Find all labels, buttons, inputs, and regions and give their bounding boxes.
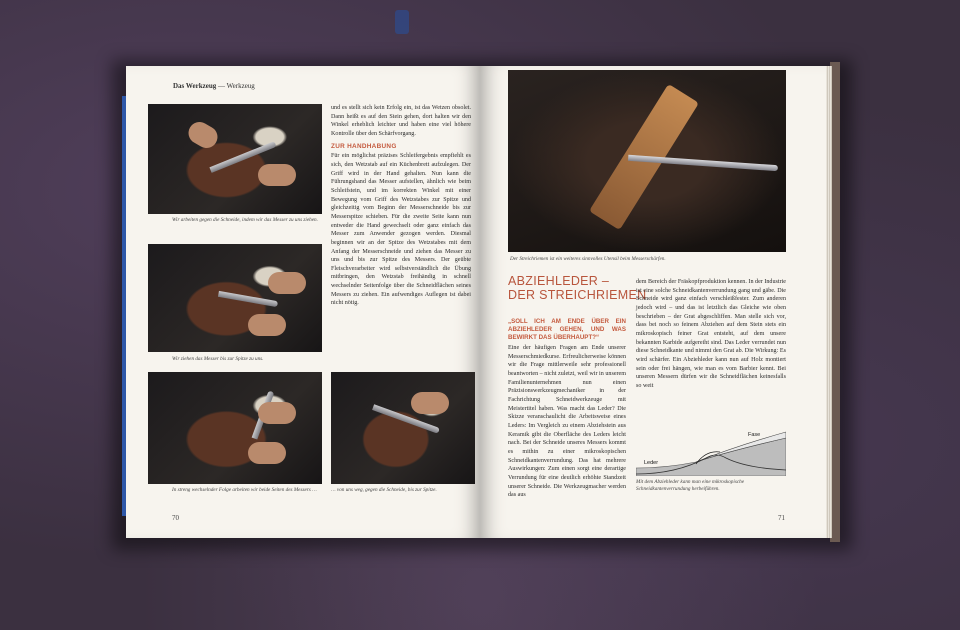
caption-photo-1: Wir arbeiten gegen die Schneide, indem wir das Messer zu uns ziehen. <box>172 217 318 223</box>
caption-strop-photo: Der Streichriemen ist ein weiteres sinnvolles Utensil beim Messerschärfen. <box>510 256 666 262</box>
diagram-svg <box>636 428 786 476</box>
page-edges-right <box>826 66 832 538</box>
right-page <box>480 66 832 538</box>
running-head-section: Werkzeug <box>226 82 255 90</box>
question-heading: „SOLL ICH AM ENDE ÜBER EIN ABZIEHLEDER GEHEN, UND WAS BEWIRKT DAS ÜBERHAUPT?“ <box>508 318 626 341</box>
right-text-column-2 <box>636 278 786 391</box>
photo-sharpening-2 <box>148 244 322 352</box>
section-heading <box>508 274 646 302</box>
section-heading-line-2: DER STREICHRIEMEN <box>508 288 647 302</box>
caption-photo-4: … von uns weg, gegen die Schneide, bis zur Spitze. <box>331 487 437 493</box>
subheading-handhabung: ZUR HANDHABUNG <box>331 142 397 150</box>
photo-sharpening-3 <box>148 372 322 484</box>
edge-rounding-diagram <box>636 428 786 476</box>
left-intro-text: und es stellt sich kein Erfolg ein, ist das Wetzen obsolet. Dann heißt es auf den Stein gehen, dort halten wir den Winkel erheblich leichter und haben eine viel höhere Kontrolle über den Schärfvorgang. <box>331 105 471 137</box>
diagram-label-leder: Leder <box>644 460 659 466</box>
left-page <box>126 66 480 538</box>
running-head-title: Das Werkzeug <box>173 82 217 90</box>
photo-sharpening-4 <box>331 372 475 484</box>
bookmark-ribbon <box>395 10 409 34</box>
section-heading-line-1: ABZIEHLEDER – <box>508 274 610 288</box>
photo-strop <box>508 70 786 252</box>
diagram-label-fase: Fase <box>748 432 761 438</box>
left-body-text: Für ein möglichst präzises Schleifergebnis empfiehlt es sich, den Wetzstab auf ein Küchenbrett aufzulegen. Der Griff wird in der Hand gehalten. Nun kann die Führungshand das Messer aufstellen, ähnlich wie beim Schleifstein, und im korrekten Winkel mit einer Bewegung vom Griff des Wetzstabes zur Spitze und gleichzeitig vom Beginn der Messerschneide bis zur Messerspitze schieben. Für die zweite Seite kann nun entweder die Hand gewechselt oder ganz einfach das Messer zum Anwender gezogen werden. Diesmal beginnen wir an der Spitze des Wetzstabes mit dem Anfang der Messerschneide und ziehen das Messer zu uns und bis zur Spitze des Messers. Der geübte Fleischverarbeiter wird selbstverständlich die Übung mitbringen, den Wetzstab freihändig in schnell wechselnder Seitenfolge über die Schneidflächen seines Messers zu ziehen. Ein aufwendiges Auflegen ist dabei nicht nötig. <box>331 153 471 307</box>
right-col2-text: dem Bereich der Fräskopfproduktion kennen. In der Industrie ist eine solche Schneidkantenverrundung gang und gäbe. Die Schneide wird ganz einfach verschleißfester. Zum anderen jedoch wird – und das ist letztlich das Gleiche wie oben beschrieben – der Grat abgeschliffen. Man stelle sich vor, dass bei noch so feinem Abziehen auf dem Stein stets ein mikroskopisch feiner Grat entsteht, auf dem unsere bekannten Karbide aufgereiht sind. Das Leder verrundet nun diese Schneidkante und nimmt den Grat ab. Die Wirkung: Es wird schärfer. Ein Abziehleder kann nun auf Holz montiert sein oder frei hängen, wie man es vom Barbier kennt. Bei unseren Messern dürfen wir die Schneidflächen keinesfalls so weit <box>636 279 786 389</box>
caption-photo-2: Wir ziehen das Messer bis zur Spitze zu uns. <box>172 356 264 362</box>
caption-diagram: Mit dem Abziehleder kann man eine mikroskopische Schneidkantenverrundung herbeiführen. <box>636 479 745 493</box>
right-text-column-1 <box>508 318 626 500</box>
running-head-separator: — <box>217 82 225 90</box>
page-number-left: 70 <box>172 514 179 522</box>
running-head <box>173 82 255 90</box>
photo-sharpening-1 <box>148 104 322 214</box>
caption-photo-3: In streng wechselnder Folge arbeiten wir beide Seiten des Messers … <box>172 487 317 493</box>
page-number-right: 71 <box>778 514 785 522</box>
left-text-column <box>331 104 471 308</box>
right-col1-text: Eine der häufigen Fragen am Ende unserer Messerschmiedkurse. Erfreulicherweise können wir die Frage mittlerweile sehr professionell beantworten – nicht zuletzt, weil wir in unserem Familienunternehmen nun einen Präzisionswerkzeugmechaniker in der Fachrichtung Schneidwerkzeuge mit Meistertitel haben. Was macht das Leder? Die Skizze veranschaulicht die Arbeitsweise eines Leders: Im Vergleich zu einem Abziehstein aus Keramik gibt die Oberfläche des Leders leicht nach. Bei der Schneide unseres Messers kommt es mithin zu einer mikroskopischen Schneidkantenverrundung. Das hat mehrere Auswirkungen: Zum einen sorgt eine derartige Verrundung für eine deutlich erhöhte Standzeit unserer Schneide. Die Werkzeugmacher werden das aus <box>508 345 626 499</box>
